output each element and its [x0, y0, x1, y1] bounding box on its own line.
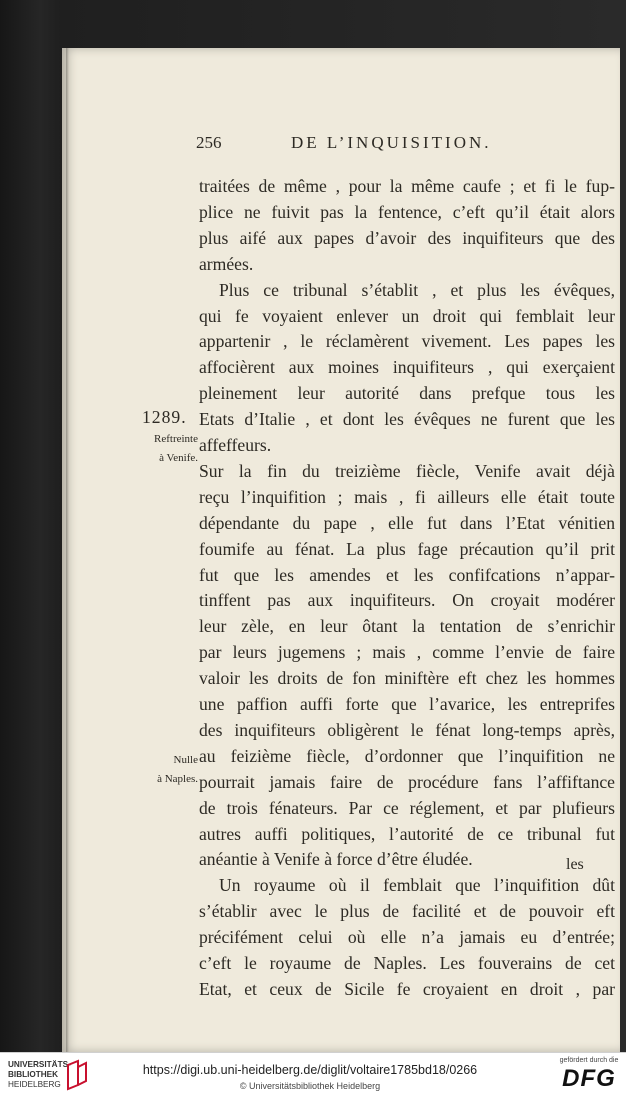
- running-title: DE L’INQUISITION.: [291, 133, 492, 152]
- text-line: au feizième fiècle, d’ordonner que l’inquifition ne: [199, 745, 615, 766]
- text-line: valoir les droits de fon miniftère eft chez les hommes: [199, 668, 615, 689]
- text-line: de trois fénateurs. Par ce réglement, et par plufieurs: [199, 797, 615, 818]
- page-number: 256: [196, 133, 222, 152]
- text-line: c’eft le royaume de Naples. Les fouverains de cet: [199, 953, 615, 973]
- text-line: armées.: [199, 253, 254, 274]
- text-line: pourrait jamais faire de procédure fans l’affiftance: [199, 771, 615, 792]
- text-line: Etat, et ceux de Sicile fe croyaient en droit , par: [199, 978, 615, 999]
- running-header: [196, 133, 516, 159]
- text-line: dépendante du pape , elle fut dans l’Etat vénitien: [199, 512, 615, 533]
- text-line: des inquifiteurs obligèrent le fénat long-temps après,: [199, 719, 615, 740]
- text-line: fut que les amendes et les confifcations n’appar-: [199, 564, 615, 585]
- text-line: tinffent pas aux inquifiteurs. On croyait modérer: [199, 590, 615, 611]
- text-line: leur zèle, en leur ôtant la tentation de s’enrichir: [199, 616, 615, 637]
- margin-note-venice: [114, 430, 198, 468]
- text-line: plice ne fuivit pas la fentence, c’eft qu’il était alors: [199, 201, 615, 222]
- library-logo-icon: [64, 1059, 90, 1091]
- margin-note-naples: [114, 751, 198, 789]
- text-line: autres auffi politiques, l’autorité de ce tribunal fut: [199, 823, 615, 844]
- text-line: plus aifé aux papes d’avoir des inquifiteurs que des: [199, 227, 615, 248]
- viewer-footer: [0, 1052, 626, 1098]
- library-name: [8, 1060, 70, 1090]
- text-line: une paffion auffi forte que l’avarice, les entreprifes: [199, 694, 615, 714]
- library-name-line: UNIVERSITÄTS-: [8, 1060, 71, 1069]
- text-line: qui fe voyaient enlever un droit qui femblait leur: [199, 305, 615, 326]
- margin-note-line: Nulle: [173, 754, 198, 766]
- text-line: appartenir , le réclamèrent vivement. Les papes les: [199, 331, 615, 352]
- funding-note: gefördert durch die: [559, 1057, 619, 1064]
- margin-note-line: à Naples.: [157, 773, 198, 785]
- text-line: foumife au fénat. La plus fage précaution qu’il prit: [199, 538, 615, 559]
- copyright-notice: © Universitätsbibliothek Heidelberg: [239, 1081, 381, 1091]
- library-name-line: BIBLIOTHEK: [8, 1070, 59, 1079]
- text-line: reçu l’inquifition ; mais , fi ailleurs elle était toute: [199, 486, 615, 507]
- text-line: pleinement leur autorité dans prefque tous les: [199, 383, 615, 404]
- margin-note-line: Reftreinte: [154, 433, 198, 445]
- text-line: affeffeurs.: [199, 435, 272, 455]
- text-line: affocièrent aux moines inquifiteurs , qui exerçaient: [199, 357, 615, 378]
- text-line: Etats d’Italie , et dont les évêques ne furent que les: [199, 409, 615, 430]
- permalink-url[interactable]: https://digi.ub.uni-heidelberg.de/diglit/voltaire1785bd18/0266: [142, 1063, 478, 1077]
- library-name-line: HEIDELBERG: [8, 1080, 61, 1089]
- dfg-logo: DFG: [562, 1065, 616, 1092]
- margin-note-line: à Venife.: [159, 452, 198, 464]
- text-line: Un royaume où il femblait que l’inquifition dût: [219, 875, 615, 896]
- text-line: anéantie à Venife à force d’être éludée.: [199, 849, 473, 870]
- text-line: Plus ce tribunal s’établit , et plus les évêques,: [219, 279, 615, 300]
- text-line: Sur la fin du treizième fiècle, Venife avait déjà: [199, 460, 615, 481]
- text-line: s’établir avec le plus de facilité et de pouvoir eft: [199, 901, 615, 922]
- catchword: les: [566, 856, 584, 873]
- text-line: précifément celui où elle n’a jamais eu d’entrée;: [199, 927, 615, 948]
- page-gutter-shadow: [66, 48, 69, 1052]
- text-line: traitées de même , pour la même caufe ; et fi le fup-: [199, 176, 615, 196]
- margin-year: 1289.: [142, 407, 187, 427]
- text-line: par leurs jugemens ; mais , comme l’envie de faire: [199, 642, 615, 663]
